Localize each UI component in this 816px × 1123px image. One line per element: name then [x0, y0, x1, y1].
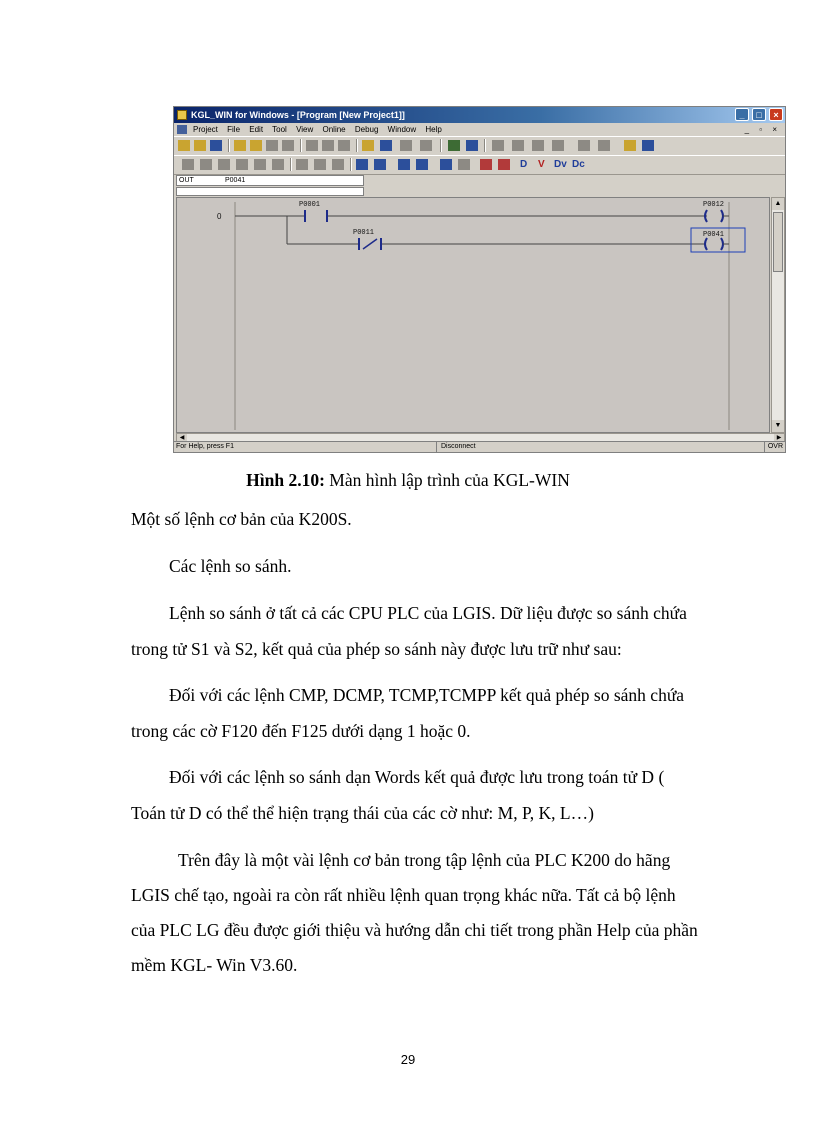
new-program-icon[interactable] [234, 140, 246, 151]
options-icon[interactable] [578, 140, 590, 151]
list-icon[interactable] [598, 140, 610, 151]
vertical-scroll-thumb[interactable] [773, 212, 783, 272]
page-number: 29 [400, 1052, 416, 1067]
contact1-label: P0001 [299, 201, 321, 209]
toolbar-dc[interactable]: Dc [572, 159, 585, 170]
contact2-label: P0011 [353, 229, 375, 237]
status-bar [174, 441, 785, 452]
variable-icon[interactable] [420, 140, 432, 151]
cut-icon[interactable] [306, 140, 318, 151]
cmp-line-1: Đối với các lệnh CMP, DCMP, TCMP,TCMPP kết quả phép so sánh chứa [169, 685, 685, 705]
words-line-2: Toán tử D có thể thể hiện trạng thái của các cờ như: M, P, K, L…) [131, 803, 594, 823]
status-mode: OVR [764, 442, 783, 452]
menu-edit[interactable]: Edit [249, 125, 264, 134]
ladder-toolbar [174, 155, 785, 175]
coil-p0041 [691, 228, 745, 252]
address-field[interactable] [176, 175, 364, 186]
horizontal-line-icon[interactable] [254, 159, 266, 170]
caption-text: Màn hình lập trình của KGL-WIN [324, 470, 570, 490]
toolbar-v[interactable]: V [538, 159, 545, 170]
pointer-icon[interactable] [182, 159, 194, 170]
coil2-label: P0041 [703, 231, 725, 239]
scroll-left-icon[interactable]: ◀ [177, 434, 187, 442]
window-title: KGL_WIN for Windows - [Program [New Project1]] [191, 110, 405, 120]
contact-p0001 [299, 201, 327, 222]
open-contact-icon[interactable] [218, 159, 230, 170]
app-icon [177, 110, 187, 120]
zoom-in-icon[interactable] [356, 159, 368, 170]
monitor-icon[interactable] [492, 140, 504, 151]
caption-label: Hình 2.10: [246, 470, 325, 490]
context-help-icon[interactable] [642, 140, 654, 151]
main-toolbar [174, 136, 785, 156]
address-label: OUT [179, 177, 194, 184]
ladder-diagram [177, 198, 770, 433]
stop-icon[interactable] [532, 140, 544, 151]
menu-tool[interactable]: Tool [272, 125, 287, 134]
contact-p0011 [353, 229, 381, 250]
parameter-icon[interactable] [400, 140, 412, 151]
words-line-1: Đối với các lệnh so sánh dạn Words kết quả được lưu trong toán tử D ( [169, 767, 665, 787]
paste-icon[interactable] [338, 140, 350, 151]
address-value: P0041 [225, 177, 246, 184]
new-project-icon[interactable] [178, 140, 190, 151]
coil1-label: P0012 [703, 201, 725, 209]
connect-icon[interactable] [448, 140, 460, 151]
copy-icon[interactable] [322, 140, 334, 151]
minimize-button[interactable]: _ [735, 108, 749, 121]
ladder-editor[interactable] [176, 197, 770, 433]
menu-window[interactable]: Window [387, 125, 417, 134]
menu-debug[interactable]: Debug [354, 125, 379, 134]
not-coil-icon[interactable] [314, 159, 326, 170]
status-connection: Disconnect [436, 442, 721, 452]
insert-rung-icon[interactable] [480, 159, 492, 170]
comment-icon[interactable] [458, 159, 470, 170]
cmp-line-2: trong các cờ F120 đến F125 dưới dạng 1 hoặc 0. [131, 721, 471, 741]
figure-caption [0, 470, 816, 491]
summary-line-1: Trên đây là một vài lệnh cơ bản trong tập lệnh của PLC K200 do hãng [178, 850, 671, 870]
pause-icon[interactable] [552, 140, 564, 151]
close-button[interactable]: × [769, 108, 783, 121]
summary-line-4: mềm KGL- Win V3.60. [131, 955, 298, 975]
find-next-icon[interactable] [416, 159, 428, 170]
menu-help[interactable]: Help [425, 125, 442, 134]
document-icon [177, 125, 187, 134]
open-program-icon[interactable] [250, 140, 262, 151]
run-icon[interactable] [512, 140, 524, 151]
mnemonic-view-icon[interactable] [380, 140, 392, 151]
status-help: For Help, press F1 [176, 443, 234, 450]
menu-online[interactable]: Online [322, 125, 346, 134]
scroll-up-icon[interactable]: ▲ [772, 198, 784, 210]
rung-number: 0 [217, 212, 222, 221]
function-icon[interactable] [332, 159, 344, 170]
vertical-line-icon[interactable] [272, 159, 284, 170]
menu-file[interactable]: File [227, 125, 241, 134]
save-project-icon[interactable] [210, 140, 222, 151]
coil-p0012 [703, 201, 729, 222]
maximize-button[interactable]: □ [752, 108, 766, 121]
coil-icon[interactable] [296, 159, 308, 170]
toolbar-d[interactable]: D [520, 159, 528, 170]
scroll-right-icon[interactable]: ▶ [774, 434, 784, 442]
compare-heading: Các lệnh so sánh. [169, 556, 292, 576]
find-icon[interactable] [398, 159, 410, 170]
vertical-scrollbar[interactable] [771, 197, 785, 433]
summary-line-3: của PLC LG đều được giới thiệu và hướng dẫn chi tiết trong phần Help của phần [131, 920, 698, 940]
compare-line-2: trong tử S1 và S2, kết quả của phép so sánh này được lưu trữ như sau: [131, 639, 622, 659]
window-title-bar[interactable] [174, 107, 785, 123]
summary-line-2: LGIS chế tạo, ngoài ra còn rất nhiều lệnh quan trọng khác nữa. Tất cả bộ lệnh [131, 885, 676, 905]
delete-rung-icon[interactable] [498, 159, 510, 170]
closed-contact-icon[interactable] [236, 159, 248, 170]
menu-project[interactable]: Project [193, 125, 218, 134]
comment-field[interactable] [176, 187, 364, 196]
box-icon[interactable] [200, 159, 212, 170]
ladder-view-icon[interactable] [362, 140, 374, 151]
menu-view[interactable]: View [296, 125, 314, 134]
replace-icon[interactable] [440, 159, 452, 170]
intro-paragraph: Một số lệnh cơ bản của K200S. [131, 509, 352, 529]
save-program-icon[interactable] [266, 140, 278, 151]
kglwin-screenshot [173, 106, 786, 453]
compare-line-1: Lệnh so sánh ở tất cả các CPU PLC của LGIS. Dữ liệu được so sánh chứa [169, 603, 687, 623]
info-icon[interactable] [624, 140, 636, 151]
zoom-out-icon[interactable] [374, 159, 386, 170]
toolbar-dv[interactable]: Dv [554, 159, 567, 170]
print-icon[interactable] [282, 140, 294, 151]
write-plc-icon[interactable] [466, 140, 478, 151]
menu-bar [174, 123, 785, 136]
open-project-icon[interactable] [194, 140, 206, 151]
scroll-down-icon[interactable]: ▼ [772, 420, 784, 432]
mdi-window-controls[interactable]: _ ▫ × [744, 125, 781, 134]
